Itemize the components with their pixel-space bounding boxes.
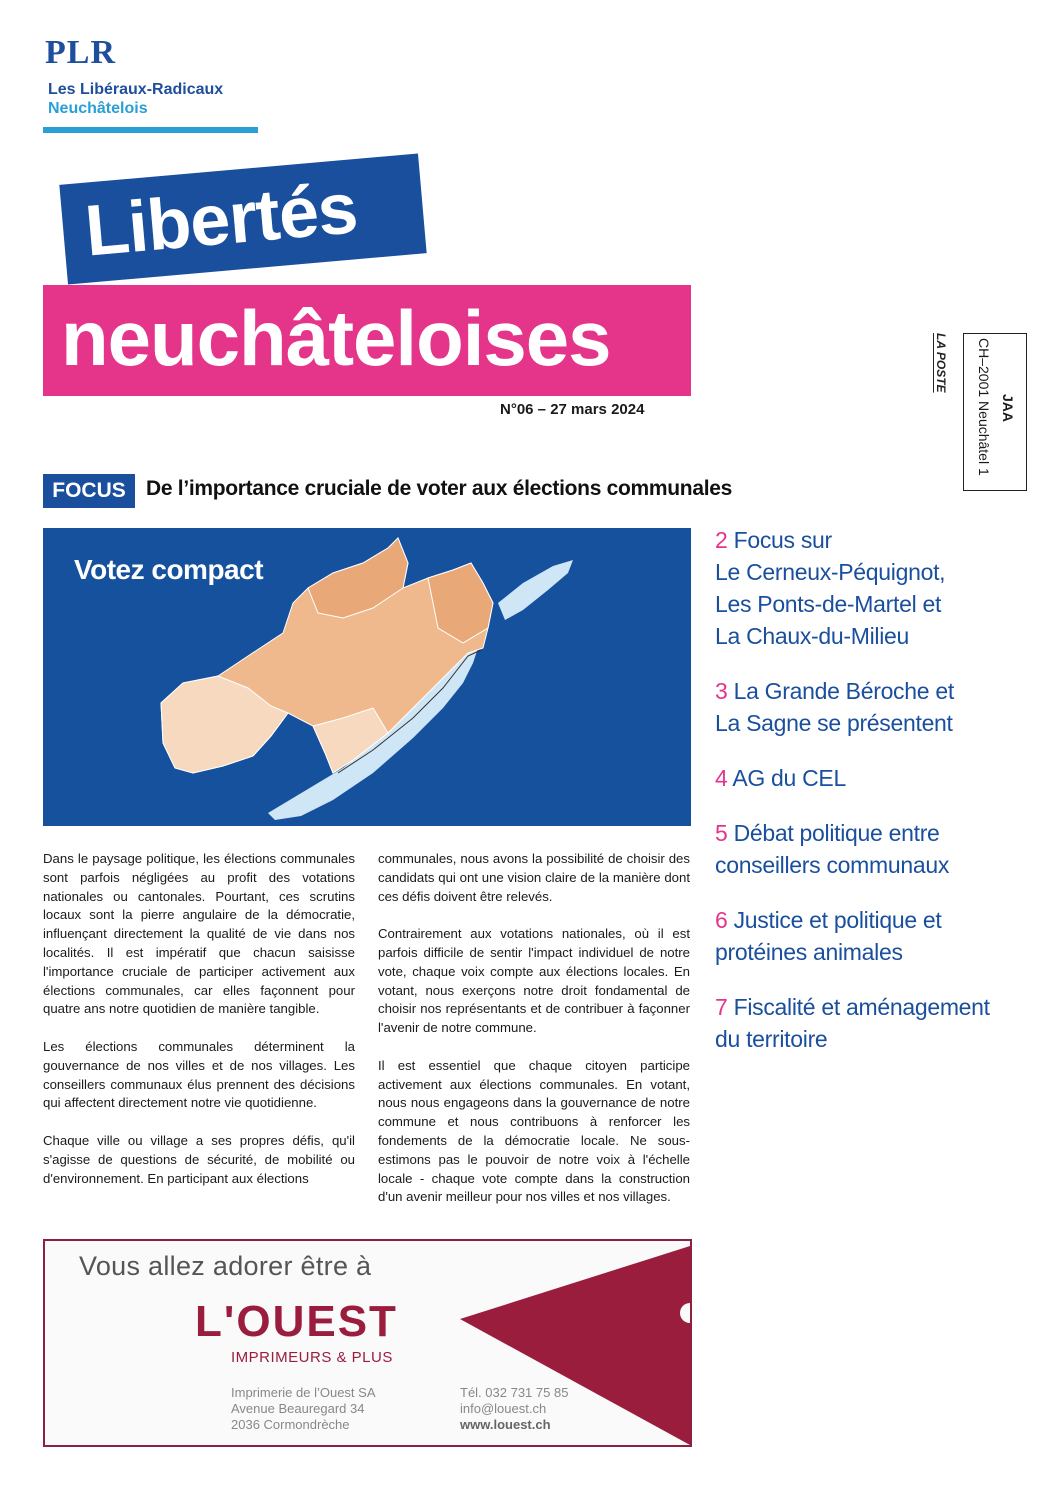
ad-address [231,1385,376,1433]
focus-headline: De l’importance cruciale de voter aux élections communales [146,477,732,500]
toc-number: 5 [715,820,728,846]
ad-phone: Tél. 032 731 75 85 [460,1385,569,1400]
title-banner-blue [59,154,426,285]
toc-label-line: Le Cerneux-Péquignot, [715,559,946,585]
article-paragraph: Dans le paysage politique, les élections communales sont parfois négligées au profit des votations nationales ou cantonales. Pourtant, ces scrutins locaux sont la pierre angulaire de la démocratie, influençant directement la qualité de vie dans nos localités. Il est impératif que chacun saisisse l'importance cruciale de participer activement aux élections communales, car elles façonnent pour quatre ans notre quotidien de manière tangible. [43,851,355,1017]
toc-label-line: Focus sur [733,527,832,553]
toc-label-line: protéines animales [715,939,903,965]
article-paragraph: communales, nous avons la possibilité de choisir des candidats qui ont une vision claire de la manière dont ces défis doivent être relevés. [378,851,690,904]
toc-label-line: Les Ponts-de-Martel et [715,591,942,617]
ad-address-line: Imprimerie de l’Ouest SA [231,1385,376,1400]
ad-email[interactable]: info@louest.ch [460,1401,547,1416]
toc-item-7[interactable] [715,991,1035,1055]
focus-badge: FOCUS [43,474,135,508]
map-title: Votez compact [74,554,264,585]
la-poste-logo: LA POSTE [934,333,948,393]
toc-item-6[interactable] [715,904,1035,968]
toc-item-5[interactable] [715,817,1035,881]
title-line2: neuchâteloises [61,294,611,382]
map-panel [43,528,691,826]
party-name-line2: Neuchâtelois [48,100,148,117]
issue-date: N°06 – 27 mars 2024 [500,401,645,418]
toc-number: 3 [715,678,728,704]
toc-number: 6 [715,907,728,933]
toc-label-line: La Grande Béroche et [733,678,954,704]
article-paragraph: Chaque ville ou village a ses propres défis, qu'il s'agisse de questions de sécurité, de mobilité ou d'environnement. En participant aux élections [43,1132,355,1186]
plr-logo: PLR [45,34,116,71]
ad-headline: Vous allez adorer être à [79,1251,372,1281]
advertisement[interactable] [43,1239,692,1447]
postal-address: CH–2001 Neuchâtel 1 [976,338,992,476]
toc-item-3[interactable] [715,675,1035,739]
party-name-line1: Les Libéraux-Radicaux [48,81,224,98]
title-banner-pink [43,285,691,396]
table-of-contents [715,524,1035,1078]
ad-address-line: 2036 Cormondrèche [231,1417,350,1432]
toc-label-line: du territoire [715,1026,828,1052]
party-name [48,80,223,118]
header-rule [43,127,258,133]
toc-number: 4 [715,765,728,791]
ad-address-line: Avenue Beauregard 34 [231,1401,365,1416]
toc-label-line: Débat politique entre [733,820,940,846]
postal-box [963,333,1027,491]
article-column-1 [43,850,355,1207]
title-line1: Libertés [82,168,361,272]
ad-brand-tagline: IMPRIMEURS & PLUS [231,1349,393,1366]
toc-label-line: Justice et politique et [733,907,942,933]
toc-item-2[interactable] [715,524,1035,652]
toc-number: 7 [715,994,728,1020]
toc-label-line: La Sagne se présentent [715,710,953,736]
toc-label-line: Fiscalité et aménagement [733,994,990,1020]
ad-contact [460,1385,568,1433]
toc-item-4[interactable] [715,762,1035,794]
article-paragraph: Les élections communales déterminent la gouvernance de nos villes et de nos villages. Les conseillers communaux élus prennent des décisions qui affectent directement notre vie quotidienne. [43,1038,355,1111]
toc-number: 2 [715,527,728,553]
postal-jaa: JAA [1000,394,1016,423]
toc-label-line: AG du CEL [732,765,846,791]
lake-shape-2 [498,560,573,620]
article-paragraph: Contrairement aux votations nationales, où il est parfois difficile de sentir l'impact individuel de notre vote, chaque voix compte aux élections locales. En votant, nous exerçons notre droit fondamental de choisir nos représentants et de contribuer à façonner l'avenir de notre commune. [378,926,690,1036]
toc-label-line: La Chaux-du-Milieu [715,623,910,649]
toc-label-line: conseillers communaux [715,852,950,878]
article-paragraph: Il est essentiel que chaque citoyen participe activement aux élections communales. En votant, nous nous engageons dans la gouvernance de notre commune et nous contribuons à renforcer les fondements de la démocratie locale. Ne sous-estimons pas le pouvoir de notre voix à l'échelle locale - chaque vote compte dans la construction d'un avenir meilleur pour nos villes et nos villages. [378,1057,690,1205]
ad-brand-logo: L'OUEST [195,1297,398,1346]
article-column-2 [378,850,690,1226]
ad-website[interactable]: www.louest.ch [460,1417,551,1432]
